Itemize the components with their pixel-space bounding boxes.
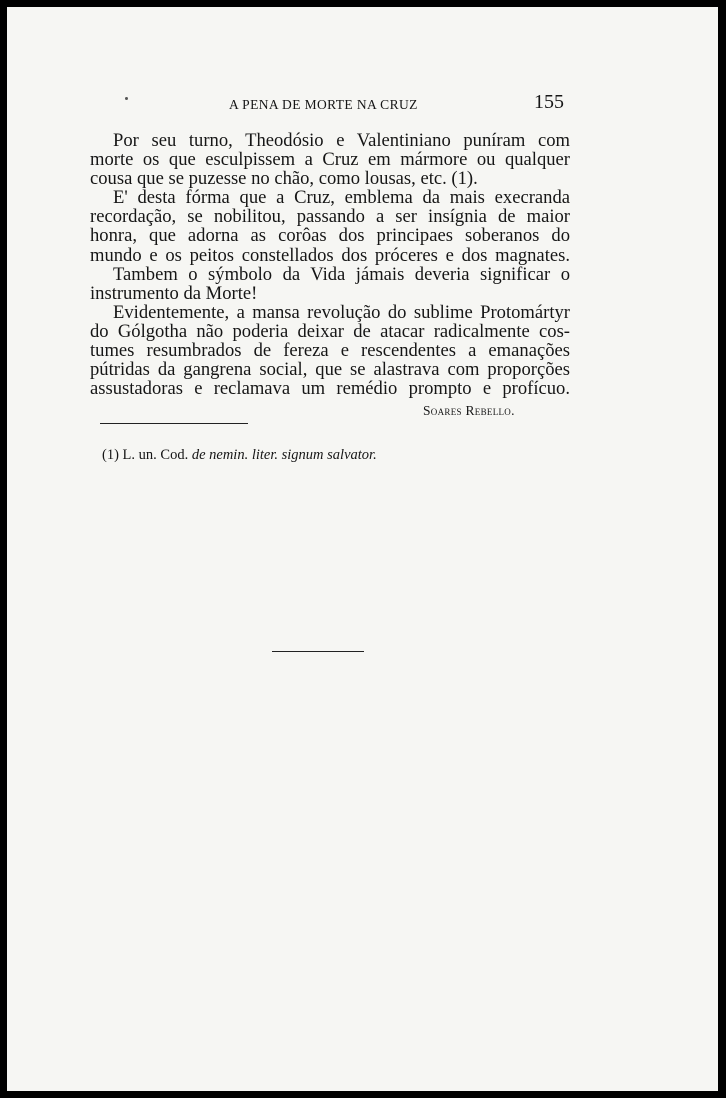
footnote-source: L. un. Cod. [122,447,189,463]
text-line: E' desta fórma que a Cruz, emblema da mais execranda [113,187,570,209]
author-signature: Soares Rebello. [423,403,515,418]
footnote-citation: de nemin. liter. signum salvator. [191,447,377,463]
signature-rule [100,423,248,424]
footnote [102,447,377,464]
text-line: mundo e os peitos constellados dos próceres e dos magnates. [90,244,570,266]
page-number: 155 [534,91,564,113]
text-line: Evidentemente, a mansa revolução do sublime Protomártyr [113,301,570,323]
book-page [7,7,718,1091]
text-line: instrumento da Morte! [90,282,258,304]
body-text [90,131,570,398]
text-line: do Gólgotha não poderia deixar de atacar radicalmente cos- [90,320,570,342]
text-line: Tambem o sýmbolo da Vida jámais deveria significar o [113,263,570,285]
text-line: tumes resumbrados de fereza e rescendentes a emanações [90,340,570,362]
running-title: A PENA DE MORTE NA CRUZ [229,97,418,112]
text-line: assustadoras e reclamava um remédio prompto e profícuo. [90,378,570,400]
end-rule [272,651,364,652]
text-line: honra, que adorna as corôas dos principaes soberanos do [90,225,570,247]
footnote-marker: (1) [102,447,119,463]
text-line: recordação, se nobilitou, passando a ser insígnia de maior [90,206,570,228]
text-line: cousa que se puzesse no chão, como lousas, etc. (1). [90,168,478,190]
text-line: pútridas da gangrena social, que se alastrava com proporções [90,359,570,381]
text-line: morte os que esculpissem a Cruz em mármore ou qualquer [90,149,570,171]
page-header [7,91,718,117]
text-line: Por seu turno, Theodósio e Valentiniano puníram com [113,130,570,151]
